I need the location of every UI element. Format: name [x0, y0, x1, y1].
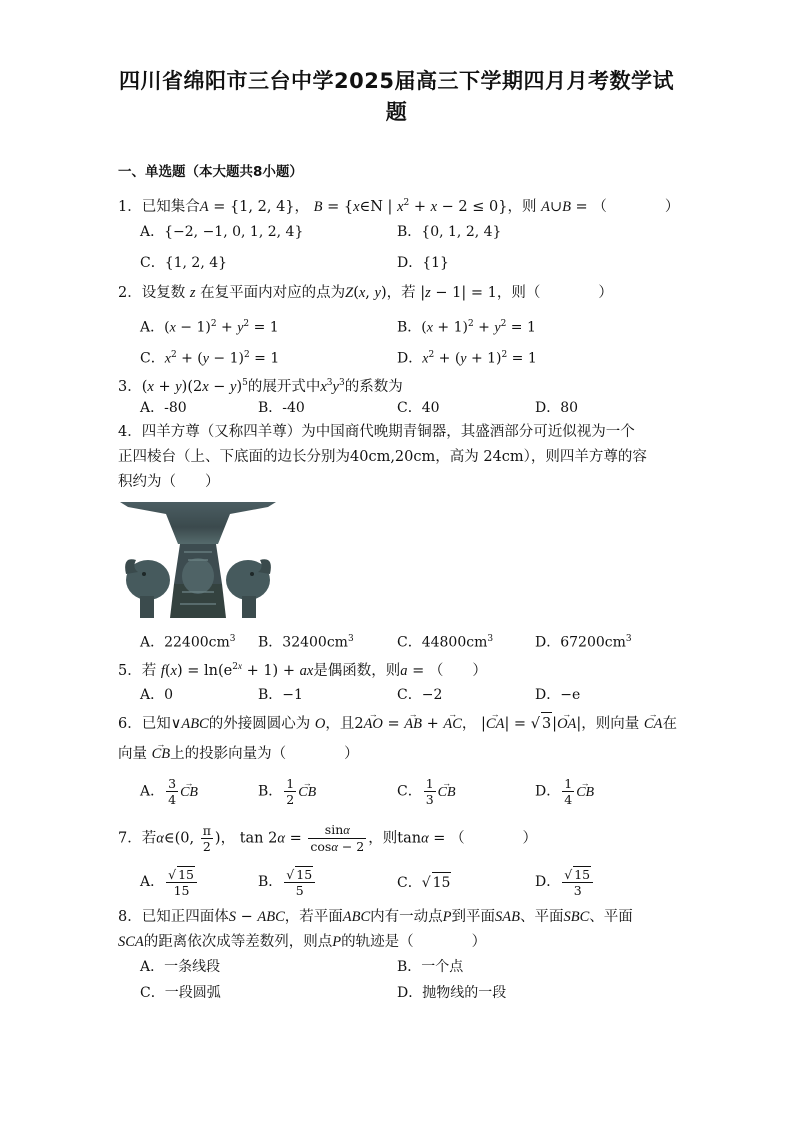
- q4-option-d: D．$67200cm^3$: [535, 634, 632, 651]
- q3-option-c: C．40: [397, 400, 440, 416]
- q3-option-d: D．80: [535, 400, 579, 416]
- question-6-line-1: 6．已知∨ABC的外接圆圆心为 O，且2→ AO = → AB + → AC， |→ CA| = √ 3|→ OA|，则向量 → CA在: [118, 712, 677, 735]
- page-title: [100, 66, 693, 128]
- bronze-vessel-image: [118, 494, 278, 622]
- q5-option-d: D．−e: [535, 687, 581, 703]
- q7-option-c: C．√ 15: [397, 872, 451, 893]
- q3-option-b: B．-40: [258, 400, 305, 416]
- q7-option-a: A． $\frac{√ 15}{15}$: [140, 866, 199, 898]
- q7-option-b: B． $\frac{√ 15}{5}$: [258, 866, 317, 898]
- q1-option-a: A．{−2, −1, 0, 1, 2, 4}: [140, 224, 304, 240]
- q6-option-d: D． $\frac{1}{4}$ → CB: [535, 776, 594, 807]
- question-3: 3．$(x + y)(2x - y)^5$的展开式中$x^3y^3$的系数为: [118, 378, 403, 395]
- q4-option-c: C．$44800cm^3$: [397, 634, 494, 651]
- q6-option-c: C． $\frac{1}{3}$ → CB: [397, 776, 456, 807]
- question-2: 2．设复数 z 在复平面内对应的点为Z(x, y)，若 |z − 1| = 1，则（ ）: [118, 285, 613, 301]
- question-8-line-1: 8．已知正四面体S − ABC，若平面ABC内有一动点P到平面SAB、平面SBC、平面: [118, 909, 633, 925]
- q1-option-b: B．{0, 1, 2, 4}: [397, 224, 502, 240]
- q5-option-c: C．−2: [397, 687, 443, 703]
- question-1: 1．已知集合A = {1, 2, 4}， B = {x∈N | $x^2 + x - 2 \le 0$}，则 A∪B = （ ）: [118, 198, 680, 215]
- q8-option-d: D．抛物线的一段: [397, 985, 507, 1001]
- q7-option-d: D． $\frac{√ 15}{3}$: [535, 866, 595, 898]
- q4-option-b: B．$32400cm^3$: [258, 634, 354, 651]
- question-4-line-3: 积约为（ ）: [118, 474, 220, 490]
- title-line-2: 题: [385, 100, 408, 124]
- q5-option-a: A．0: [140, 687, 174, 703]
- q6-option-a: A． $\frac{3}{4}$ → CB: [140, 776, 198, 807]
- q8-option-b: B．一个点: [397, 959, 464, 975]
- q2-option-b: B．$(x + 1)^2 + y^2 = 1$: [397, 319, 536, 336]
- q1-option-d: D．{1}: [397, 255, 449, 271]
- question-4-line-1: 4．四羊方尊（又称四羊尊）为中国商代晚期青铜器，其盛酒部分可近似视为一个: [118, 424, 635, 440]
- q2-option-a: A．$(x - 1)^2 + y^2 = 1$: [140, 319, 279, 336]
- q4-option-a: A．$22400cm^3$: [140, 634, 236, 651]
- question-6-line-2: 向量 → CB上的投影向量为（ ）: [118, 743, 359, 765]
- question-4-line-2: 正四棱台（上、下底面的边长分别为40cm,20cm，高为 24cm），则四羊方尊的容: [118, 449, 647, 465]
- q2-option-c: C．$x^2 + (y - 1)^2 = 1$: [140, 350, 280, 367]
- question-7: 7．若α∈(0, $\frac{\pi}{2}$ )， tan 2α = $\frac{\sin\alpha}{\cos\alpha - 2}$ ，则tanα = （ ）: [118, 822, 538, 854]
- q8-option-a: A．一条线段: [140, 959, 221, 975]
- title-line-1: 四川省绵阳市三台中学2025届高三下学期四月月考数学试: [119, 69, 674, 93]
- q5-option-b: B．−1: [258, 687, 303, 703]
- q3-option-a: A．-80: [140, 400, 187, 416]
- q8-option-c: C．一段圆弧: [140, 985, 221, 1001]
- section-heading: 一、单选题（本大题共8小题）: [118, 164, 303, 180]
- q6-option-b: B． $\frac{1}{2}$ → CB: [258, 776, 316, 807]
- question-5: 5．若 $f(x) = \ln(e^{2x} + 1)$ + ax是偶函数，则a = （ ）: [118, 661, 487, 679]
- q1-option-c: C．{1, 2, 4}: [140, 255, 228, 271]
- question-8-line-2: SCA的距离依次成等差数列，则点P的轨迹是（ ）: [118, 934, 487, 950]
- q2-option-d: D．$x^2 + (y + 1)^2 = 1$: [397, 350, 537, 367]
